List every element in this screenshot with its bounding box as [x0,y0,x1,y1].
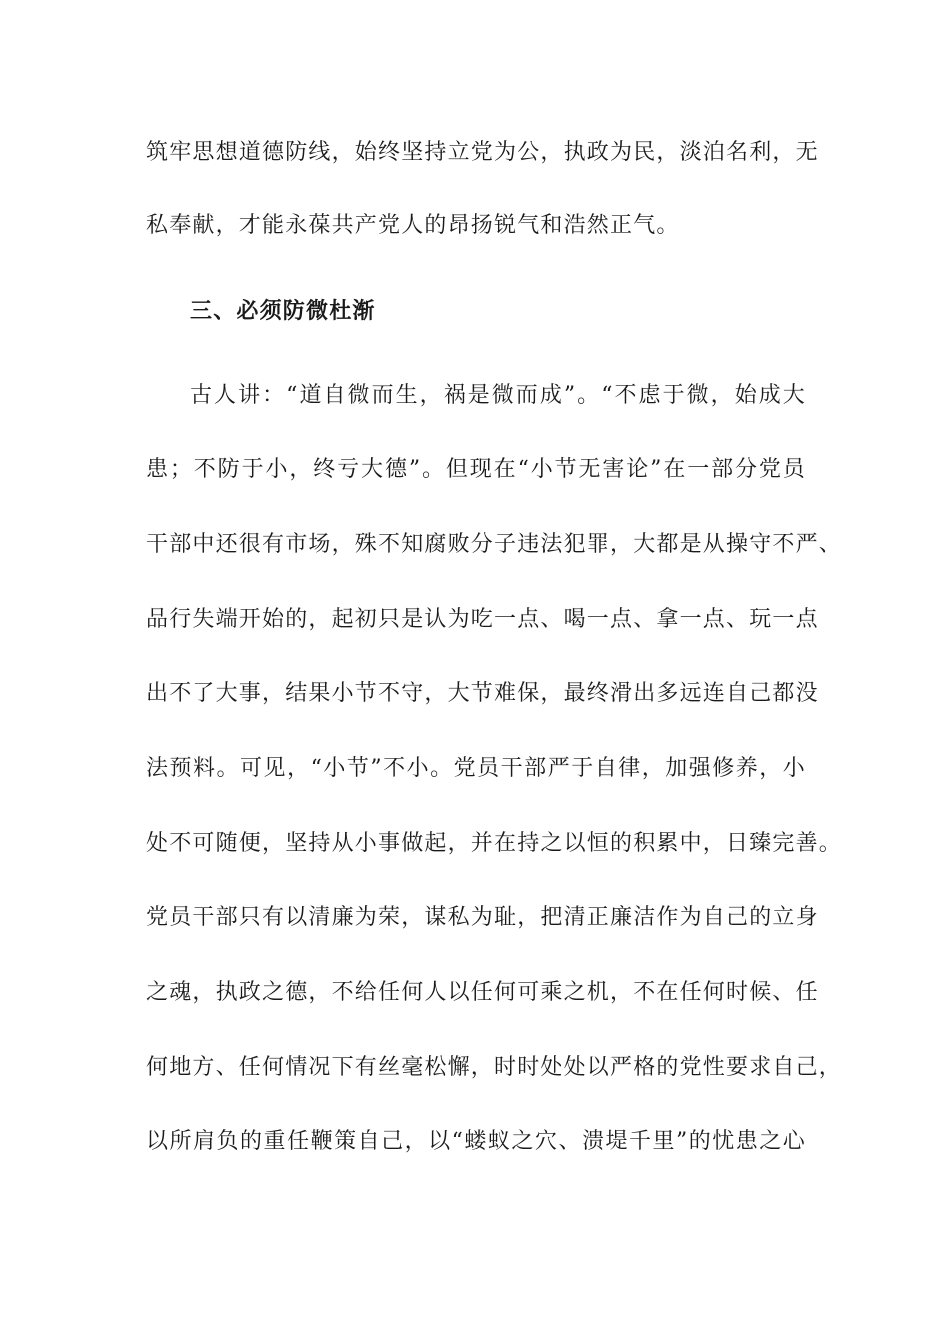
paragraph-line: 之魂，执政之德，不给任何人以任何可乘之机，不在任何时候、任 [146,980,819,1005]
paragraph-line: 古人讲：“道自微而生，祸是微而成”。“不虑于微，始成大 [190,383,806,408]
paragraph-line: 筑牢思想道德防线，始终坚持立党为公，执政为民，淡泊名利，无 [146,140,819,165]
paragraph-line: 患；不防于小，终亏大德”。但现在“小节无害论”在一部分党员 [146,457,806,482]
section-heading: 三、必须防微杜渐 [190,298,376,324]
paragraph-line: 以所肩负的重任鞭策自己，以“蝼蚁之穴、溃堤千里”的忧患之心 [146,1129,806,1154]
paragraph-line: 何地方、任何情况下有丝毫松懈，时时处处以严格的党性要求自己， [146,1055,843,1080]
paragraph-line: 党员干部只有以清廉为荣，谋私为耻，把清正廉洁作为自己的立身 [146,905,819,930]
paragraph-line: 出不了大事，结果小节不守，大节难保，最终滑出多远连自己都没 [146,681,819,706]
paragraph-line: 处不可随便，坚持从小事做起，并在持之以恒的积累中，日臻完善。 [146,831,843,856]
paragraph-line: 干部中还很有市场，殊不知腐败分子违法犯罪，大都是从操守不严、 [146,532,843,557]
paragraph-line: 法预料。可见，“小节”不小。党员干部严于自律，加强修养，小 [146,756,806,781]
paragraph-line: 品行失端开始的，起初只是认为吃一点、喝一点、拿一点、玩一点 [146,607,819,632]
paragraph-line: 私奉献，才能永葆共产党人的昂扬锐气和浩然正气。 [146,213,680,238]
